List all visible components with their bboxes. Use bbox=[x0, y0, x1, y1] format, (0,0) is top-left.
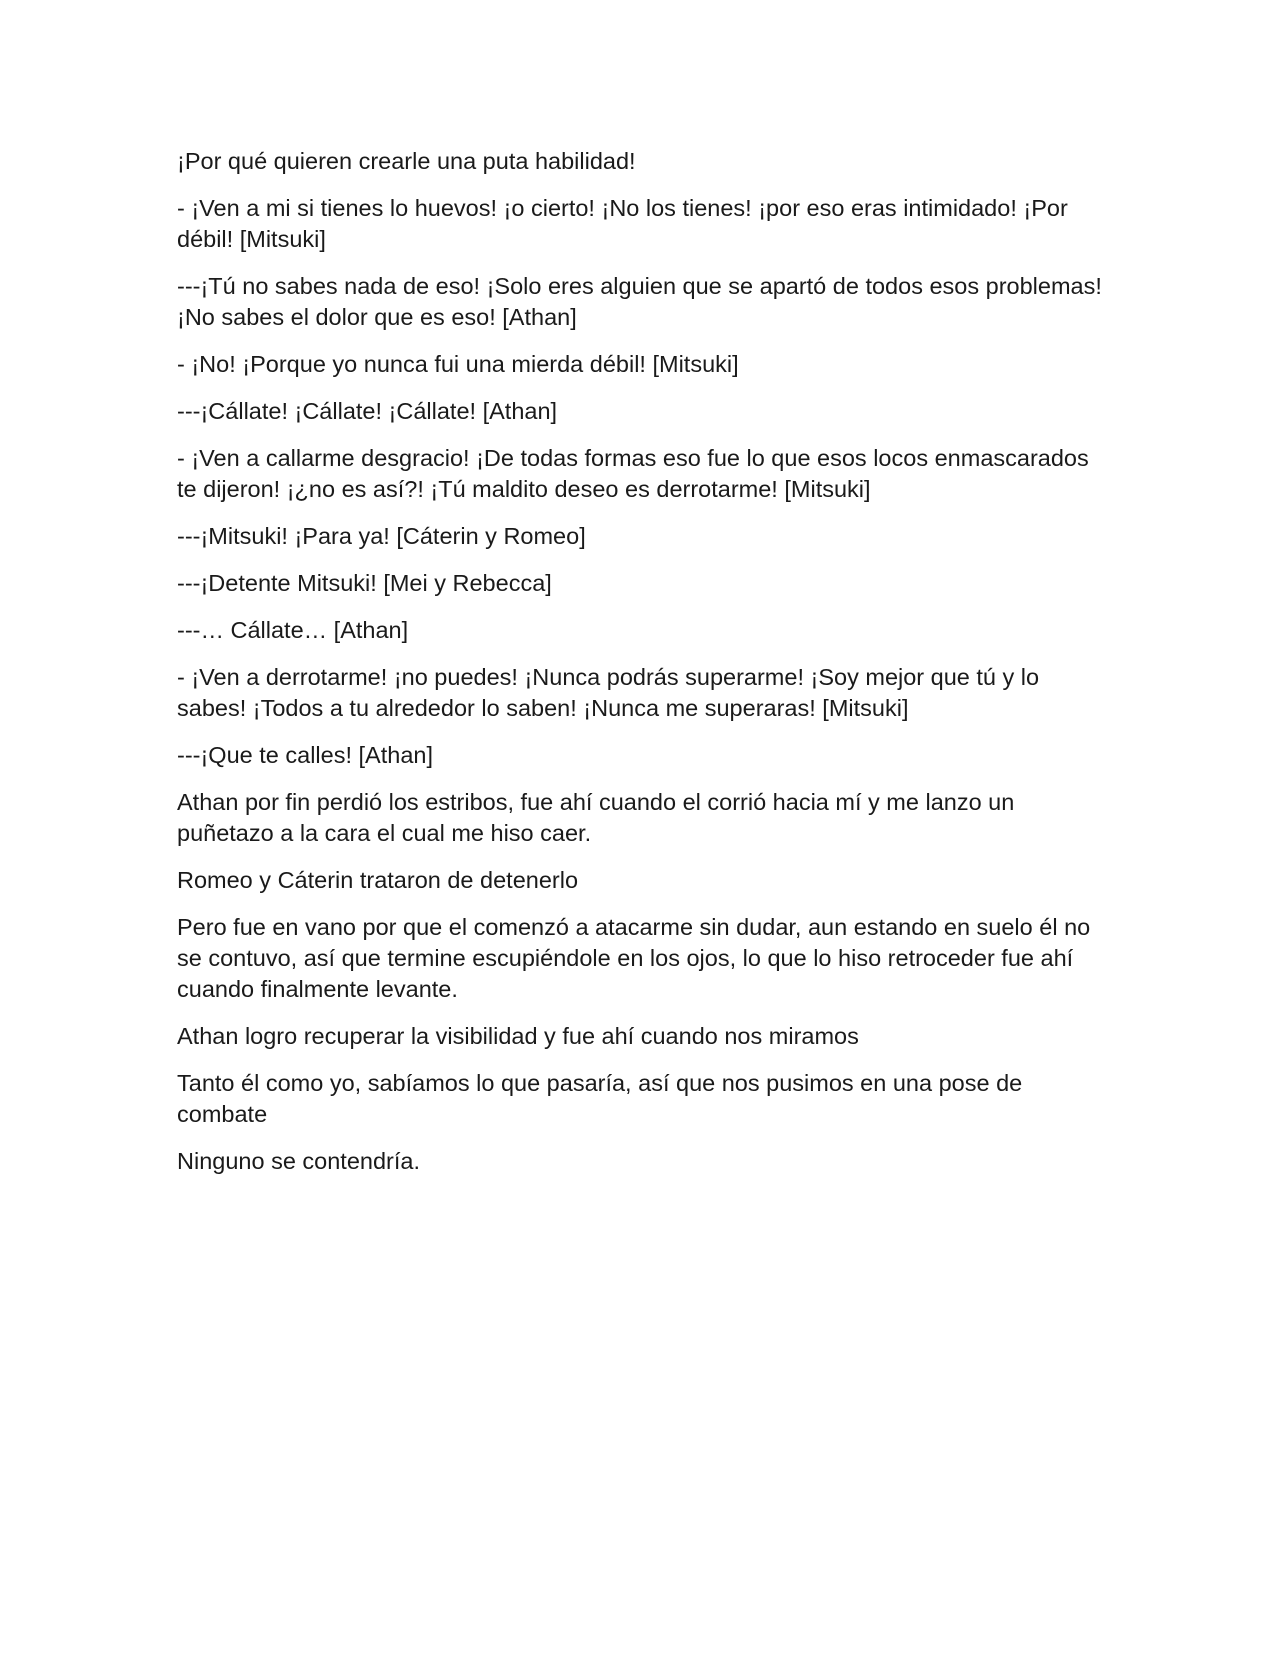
dialogue-line: - ¡Ven a callarme desgracio! ¡De todas formas eso fue lo que esos locos enmascarados te dijeron! ¡¿no es así?! ¡Tú maldito deseo es derrotarme! [Mitsuki] bbox=[177, 445, 1089, 502]
paragraph: Tanto él como yo, sabíamos lo que pasaría, así que nos pusimos en una pose de combate bbox=[177, 1070, 1023, 1127]
dialogue-line: ---¡Mitsuki! ¡Para ya! [Cáterin y Romeo] bbox=[177, 523, 586, 549]
dialogue-line: ---¡Detente Mitsuki! [Mei y Rebecca] bbox=[177, 570, 552, 596]
paragraph: Pero fue en vano por que el comenzó a atacarme sin dudar, aun estando en suelo él no se contuvo, así que termine escupiéndole en los ojos, lo que lo hiso retroceder fue ahí cuando finalmente levante. bbox=[177, 914, 1091, 1002]
dialogue-line: - ¡Ven a derrotarme! ¡no puedes! ¡Nunca podrás superarme! ¡Soy mejor que tú y lo sabes! ¡Todos a tu alrededor lo saben! ¡Nunca me superaras! [Mitsuki] bbox=[177, 664, 1040, 721]
dialogue-line: - ¡No! ¡Porque yo nunca fui una mierda débil! [Mitsuki] bbox=[177, 351, 739, 377]
paragraph: ¡Por qué quieren crearle una puta habilidad! bbox=[177, 148, 636, 174]
dialogue-line: ---¡Que te calles! [Athan] bbox=[177, 742, 433, 768]
document-body bbox=[177, 146, 1107, 1193]
paragraph: Ninguno se contendría. bbox=[177, 1148, 420, 1174]
paragraph: Athan logro recuperar la visibilidad y fue ahí cuando nos miramos bbox=[177, 1023, 859, 1049]
dialogue-line: ---… Cállate… [Athan] bbox=[177, 617, 409, 643]
dialogue-line: - ¡Ven a mi si tienes lo huevos! ¡o cierto! ¡No los tienes! ¡por eso eras intimidado! ¡Por débil! [Mitsuki] bbox=[177, 195, 1068, 252]
dialogue-line: ---¡Cállate! ¡Cállate! ¡Cállate! [Athan] bbox=[177, 398, 558, 424]
paragraph: Romeo y Cáterin trataron de detenerlo bbox=[177, 867, 579, 893]
paragraph: Athan por fin perdió los estribos, fue ahí cuando el corrió hacia mí y me lanzo un puñetazo a la cara el cual me hiso caer. bbox=[177, 789, 1015, 846]
dialogue-line: ---¡Tú no sabes nada de eso! ¡Solo eres alguien que se apartó de todos esos problemas! ¡No sabes el dolor que es eso! [Athan] bbox=[177, 273, 1102, 330]
